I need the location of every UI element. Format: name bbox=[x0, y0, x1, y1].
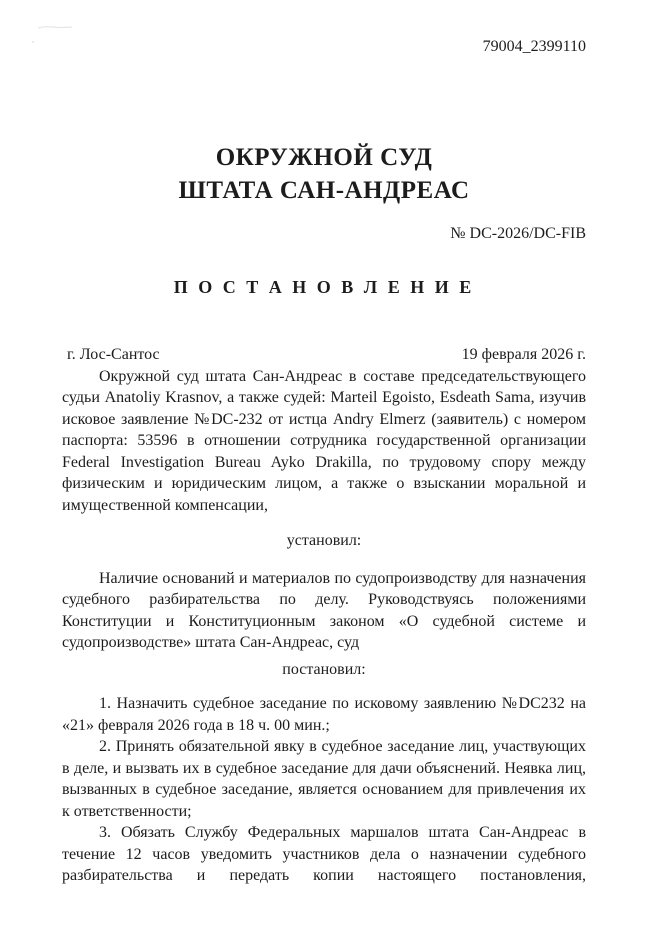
scan-smudge-artifact bbox=[26, 18, 76, 46]
intro-paragraph: Окружной суд штата Сан-Андреас в составе председательствующего судьи Anatoliy Krasnov, а также судей: Marteil Egoisto, Esdeath Sama, изучив исковое заявление №DC-232 от истца Andry Elmerz (заявитель) с номером паспорта: 53596 в отношении сотрудника государственной организации Federal Investigation Bureau Ayko Drakilla, по трудовому спору между физическим и юридическим лицом, а также о взыскании моральной и имущественной компенсации, bbox=[62, 367, 586, 514]
case-number: № DC-2026/DC-FIB bbox=[450, 224, 586, 242]
ordered-item-2: 2. Принять обязательной явку в судебное заседание лиц, участвующих в деле, и вызвать их в судебное заседание для дачи объяснений. Неявка лиц, вызванных в судебное заседание, является основанием для привлечения их к ответственности; bbox=[62, 738, 586, 820]
ordered-item-1: 1. Назначить судебное заседание по исковому заявлению №DC232 на «21» февраля 2026 года в 18 ч. 00 мин.; bbox=[62, 695, 586, 734]
court-name-line2: ШТАТА САН-АНДРЕАС bbox=[178, 176, 470, 204]
date-label: 19 февраля 2026 г. bbox=[461, 346, 586, 363]
ordered-item-3: 3. Обязать Службу Федеральных маршалов штата Сан-Андреас в течение 12 часов уведомить участников дела о назначении судебного разбирательства и передать копии настоящего постановления, bbox=[62, 824, 586, 884]
place-label: г. Лос-Сантос bbox=[67, 346, 160, 363]
established-paragraph: Наличие оснований и материалов по судопроизводству для назначения судебного разбирательства по делу. Руководствуясь положениями Конституции и Конституционным законом «О судебной системе и судопроизводстве» штата Сан-Андреас, суд bbox=[62, 569, 586, 651]
court-name-line1: ОКРУЖНОЙ СУД bbox=[215, 143, 433, 171]
established-heading: установил: bbox=[286, 532, 362, 549]
ordered-heading: постановил: bbox=[282, 660, 366, 678]
scan-number: 79004_2399110 bbox=[482, 38, 586, 55]
document-title: П О С Т А Н О В Л Е Н И Е bbox=[173, 277, 475, 297]
place-date-row bbox=[62, 344, 586, 366]
court-name bbox=[62, 141, 586, 207]
